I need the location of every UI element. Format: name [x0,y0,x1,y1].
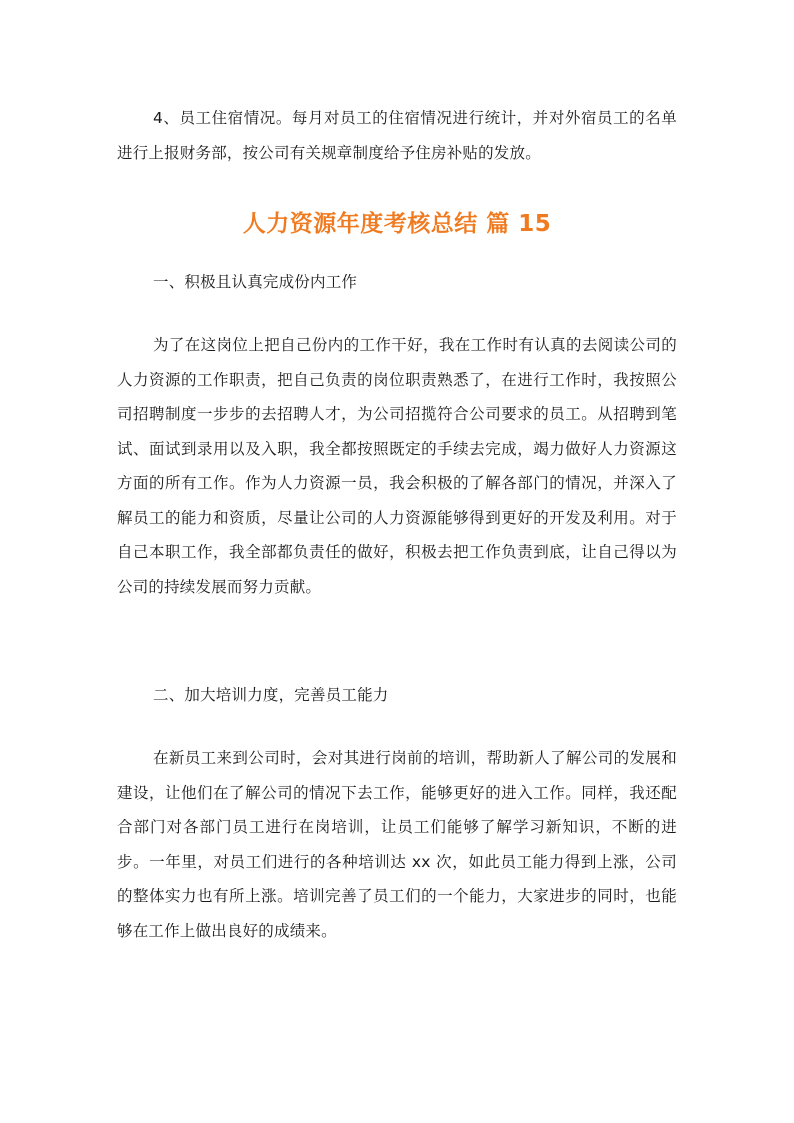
section-2-body: 在新员工来到公司时，会对其进行岗前的培训，帮助新人了解公司的发展和建设，让他们在了解公司的情况下去工作，能够更好的进入工作。同样，我还配合部门对各部门员工进行在岗培训，让员工们能够了解学习新知识，不断的进步。一年里，对员工们进行的各种培训达 xx 次，如此员工能力得到上涨，公司的整体实力也有所上涨。培训完善了员工们的一个能力，大家进步的同时，也能够在工作上做出良好的成绩来。 [117,749,677,940]
section-heading: 人力资源年度考核总结 篇 15 [242,211,552,237]
intro-paragraph: 4、员工住宿情况。每月对员工的住宿情况进行统计，并对外宿员工的名单进行上报财务部，按公司有关规章制度给予住房补贴的发放。 [117,109,677,162]
section-1-title: 一、积极且认真完成份内工作 [153,273,358,291]
section-2-title: 二、加大培训力度，完善员工能力 [153,686,389,704]
section-1-body: 为了在这岗位上把自己份内的工作干好，我在工作时有认真的去阅读公司的人力资源的工作职责，把自己负责的岗位职责熟悉了，在进行工作时，我按照公司招聘制度一步步的去招聘人才，为公司招揽符合公司要求的员工。从招聘到笔试、面试到录用以及入职，我全都按照既定的手续去完成，竭力做好人力资源这方面的所有工作。作为人力资源一员，我会积极的了解各部门的情况，并深入了解员工的能力和资质，尽量让公司的人力资源能够得到更好的开发及利用。对于自己本职工作，我全部都负责任的做好，积极去把工作负责到底，让自己得以为公司的持续发展而努力贡献。 [117,336,677,596]
